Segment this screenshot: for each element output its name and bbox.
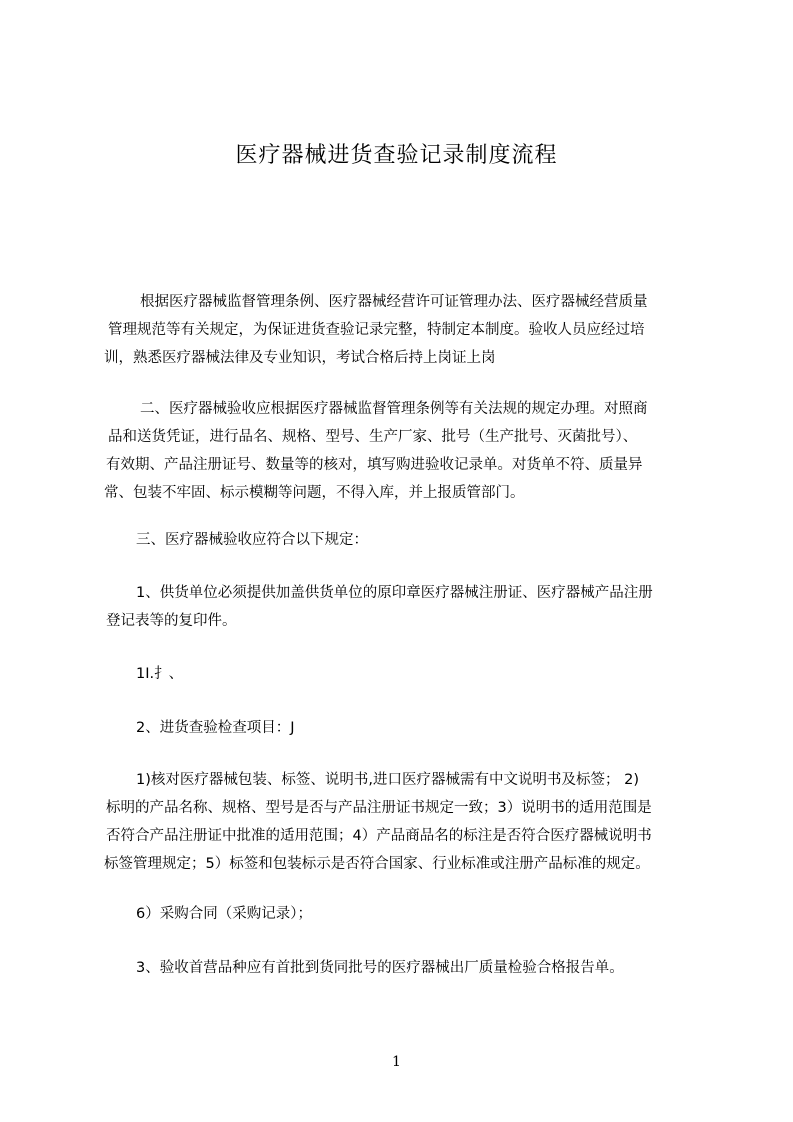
text-line: 3、验收首营品种应有首批到货同批号的医疗器械出厂质量检验合格报告单。 — [136, 960, 624, 976]
paragraph-item-2 — [106, 714, 706, 742]
text-line: 否符合产品注册证中批准的适用范围；4）产品商品名的标注是否符合医疗器械说明书 — [106, 828, 652, 844]
page-number: 1 — [392, 1054, 401, 1070]
text-line: 标签管理规定；5）标签和包装标示是否符合国家、行业标准或注册产品标准的规定。 — [104, 856, 650, 872]
paragraph-ocr-noise — [106, 660, 706, 688]
text-line: 1I.扌、 — [136, 666, 184, 682]
text-line: 标明的产品名称、规格、型号是否与产品注册证书规定一致；3）说明书的适用范围是 — [106, 800, 652, 816]
text-line: 训，熟悉医疗器械法律及专业知识，考试合格后持上岗证上岗 — [104, 350, 496, 366]
text-line: 1、供货单位必须提供加盖供货单位的原印章医疗器械注册证、医疗器械产品注册 — [136, 585, 653, 601]
text-line: 根据医疗器械监督管理条例、医疗器械经营许可证管理办法、医疗器械经营质量 — [140, 294, 648, 310]
paragraph-item-3 — [106, 954, 706, 982]
text-line: 常、包装不牢固、标示模糊等问题，不得入库，并上报质管部门。 — [104, 485, 525, 501]
text-line: 管理规范等有关规定，为保证进货查验记录完整，特制定本制度。验收人员应经过培 — [108, 322, 645, 338]
text-line: 2、进货查验检查项目：J — [136, 720, 295, 736]
text-line: 二、医疗器械验收应根据医疗器械监督管理条例等有关法规的规定办理。对照商 — [140, 401, 648, 417]
paragraph-section-2 — [106, 395, 706, 507]
text-line: 登记表等的复印件。 — [106, 613, 237, 629]
paragraph-item-6 — [106, 900, 706, 928]
text-line: 有效期、产品注册证号、数量等的核对，填写购进验收记录单。对货单不符、质量异 — [106, 457, 643, 473]
paragraph-item-2-details — [106, 766, 706, 878]
text-line: 品和送货凭证，进行品名、规格、型号、生产厂家、批号（生产批号、灭菌批号）、 — [108, 429, 638, 445]
document-title: 医疗器械进货查验记录制度流程 — [235, 143, 558, 168]
paragraph-intro — [106, 288, 706, 372]
text-line: 三、医疗器械验收应符合以下规定： — [136, 532, 368, 548]
paragraph-item-1 — [106, 579, 706, 635]
paragraph-section-3 — [106, 526, 706, 554]
text-line: 6）采购合同（采购记录）； — [136, 906, 312, 922]
text-line: 1)核对医疗器械包装、标签、说明书,进口医疗器械需有中文说明书及标签； 2) — [136, 772, 639, 788]
